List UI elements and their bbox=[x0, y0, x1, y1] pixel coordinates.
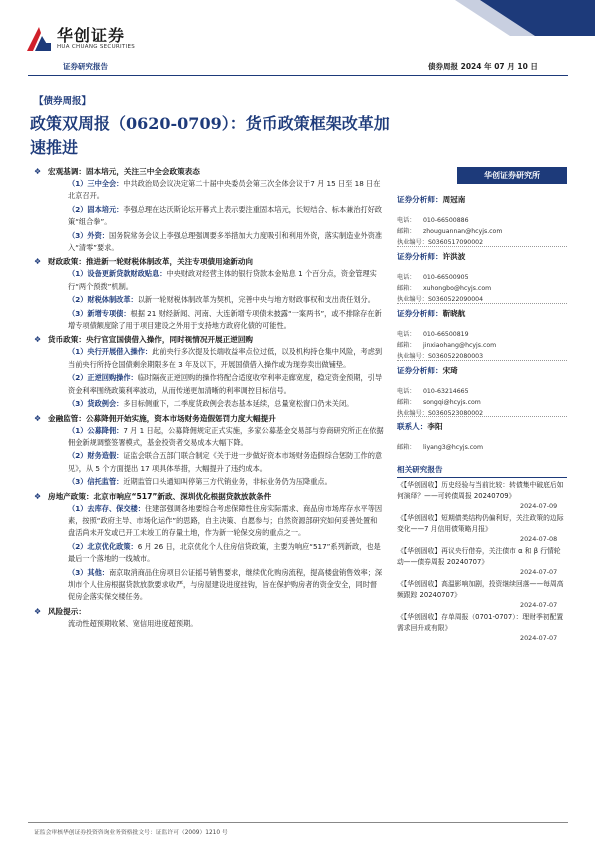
related-report-link[interactable]: 《【华创固收】短期债类结构仍偏利好，关注政策的边际变化——7 月信用债策略月报》 bbox=[397, 514, 564, 533]
list-item: （3）其他：南京取消商品住房项目公证摇号销售要求，继续优化购房流程，提高楼盘销售效率；深圳市个人住房根据贷款放款要求收严，与房屋建设进度挂钩，旨在保护购房者的资金安全，同时督促房企落实保交楼任务。 bbox=[68, 567, 383, 602]
section-heading: ❖ 宏观基调：固本培元，关注三中全会政策表态 bbox=[34, 167, 200, 176]
divider bbox=[397, 416, 567, 417]
list-item: （1）三中全会：中共政治局会议决定第二十届中央委员会第三次全体会议于7 月 15 日至 18 日在北京召开。 bbox=[68, 179, 381, 201]
section-heading: ❖ 货币政策：央行官宣国债借入操作，同时视情况开展正逆回购 bbox=[34, 335, 254, 345]
analyst-cert: S0360522080003 bbox=[427, 353, 484, 360]
list-item: （3）新增专项债：根据 21 财经新闻、河南、大连新增专项债未披露“一案两书”，或不排除存在新增专项债额度除了用于项目建设之外用于支持地方政府化债的可能性。 bbox=[68, 308, 382, 331]
related-divider bbox=[397, 477, 567, 478]
analyst-email[interactable]: zhouguannan@hcyjs.com bbox=[423, 228, 503, 235]
list-item: （2）财税体制改革：以新一轮财税体制改革为契机，完善中央与地方财政事权和支出责任划分。 bbox=[68, 295, 375, 305]
section-heading: ❖ 财政政策：推进新一轮财税体制改革，关注专项债用途新动向 bbox=[34, 257, 254, 267]
related-report-date: 2024-07-07 bbox=[520, 601, 558, 609]
contact-card: 联系人：李阳 邮箱： liyang3@hcyjs.com bbox=[397, 422, 483, 451]
analyst-name: 宋琦 bbox=[442, 366, 458, 375]
report-tag: 【债券周报】 bbox=[34, 96, 92, 107]
divider bbox=[397, 246, 567, 247]
analyst-email[interactable]: songqi@hcyjs.com bbox=[423, 399, 481, 406]
analyst-phone: 010-66500819 bbox=[423, 331, 469, 338]
analyst-card: 证券分析师：周冠南 电话： 010-66500886 邮箱： zhouguannan@hcyjs.com 执业编号：S0360517090002 bbox=[397, 195, 503, 246]
logo-text-cn: 华创证券 bbox=[57, 26, 126, 45]
diamond-bullet-icon: ❖ bbox=[34, 606, 42, 616]
related-report-link[interactable]: 《【华创固收】高温影响加剧，投资继续回落——每周高频跟踪 20240707》 bbox=[397, 580, 564, 599]
related-report-link[interactable]: 《【华创固收】历史经验与当前比较：转债集中破底后如何演绎？——可转债周报 20240709》 bbox=[397, 481, 564, 500]
list-item: （2）财务造假：证监会联合五部门联合制定《关于进一步做好资本市场财务造假综合惩防工作的意见》，从 5 个方面提出 17 项具体举措，大幅提升了违约成本。 bbox=[68, 451, 383, 473]
section-heading: ❖ 房地产政策：北京市响应“517”新政、深圳优化根据贷款放款条件 bbox=[34, 491, 272, 501]
analyst-phone: 010-66500905 bbox=[423, 274, 469, 281]
logo-text-en: HUA CHUANG SECURITIES bbox=[57, 44, 136, 50]
analyst-name: 许洪波 bbox=[442, 252, 466, 261]
analyst-phone: 010-63214665 bbox=[423, 388, 469, 395]
footer-license: 证监会审核华创证券投资咨询业务资格批文号：证监许可（2009）1210 号 bbox=[34, 830, 228, 836]
list-item: （3）信托监管：近期监管口头通知叫停第三方代销业务，非标业务仍为压降重点。 bbox=[68, 477, 332, 487]
related-report-date: 2024-07-07 bbox=[520, 634, 558, 642]
divider bbox=[397, 360, 567, 361]
diamond-bullet-icon: ❖ bbox=[34, 335, 42, 345]
section-heading: ❖ 风险提示： bbox=[34, 606, 86, 616]
section-heading: ❖ 金融监管：公募降佣开始实施，资本市场财务造假惩罚力度大幅提升 bbox=[34, 413, 276, 423]
contact-email[interactable]: liyang3@hcyjs.com bbox=[423, 444, 483, 451]
list-item: （3）货政例会：多目标侧重下，二季度货政例会表态基本延续，总量宽松窗口仍未关闭。 bbox=[68, 399, 354, 409]
analyst-cert: S0360522090004 bbox=[427, 296, 484, 303]
institute-banner: 华创证券研究所 bbox=[457, 167, 567, 184]
logo-mark-icon bbox=[25, 25, 53, 53]
list-item: （1）央行开展借入操作：此前央行多次提及长端收益率点位过低，以及机构持仓集中风险，考虑到当前央行所持仓国债剩余期限多在 3 年及以下，开展国债借入操作或为现券卖出做铺垫。 bbox=[68, 347, 383, 369]
report-type: 证券研究报告 bbox=[63, 62, 108, 71]
list-item: （3）外资：国务院常务会议上李强总理强调要多举措加大力度吸引和利用外资，落实制造业外资准入“清零”要求。 bbox=[68, 230, 383, 253]
header-divider bbox=[28, 75, 568, 76]
list-item: （1）公募降佣：7 月 1 日起，公募降佣规定正式实施，多家公募基金交易部与券商研究所正在依据佣金新规调整签署模式，基金投资者交易成本大幅下降。 bbox=[68, 425, 384, 447]
analyst-phone: 010-66500886 bbox=[423, 217, 469, 224]
main-content bbox=[34, 165, 384, 630]
list-item: （2）北京优化政策：6 月 26 日，北京优化个人住房信贷政策，主要为响应“517”系列新政，也是最后一个落地的一线城市。 bbox=[68, 541, 381, 564]
analyst-cert: S0360517090002 bbox=[427, 239, 484, 246]
analyst-email[interactable]: jinxiaohang@hcyjs.com bbox=[423, 342, 497, 349]
analyst-name: 周冠南 bbox=[442, 195, 466, 204]
contact-name: 李阳 bbox=[427, 422, 443, 431]
analyst-card: 证券分析师：许洪波 电话： 010-66500905 邮箱： xuhongbo@hcyjs.com 执业编号：S0360522090004 bbox=[397, 252, 492, 303]
analyst-card: 证券分析师：靳晓航 电话： 010-66500819 邮箱： jinxiaohang@hcyjs.com 执业编号：S0360522080003 bbox=[397, 309, 497, 360]
header-date: 债券周报 2024 年 07 月 10 日 bbox=[428, 62, 538, 71]
related-report-link[interactable]: 《【华创固收】存单周报（0701-0707）：理财季初配置需求回升或有限》 bbox=[397, 613, 564, 632]
divider bbox=[397, 303, 567, 304]
list-item: （1）去库存、保交楼：住建部强调各地要综合考虑保障性住房实际需求、商品房市场库存水平等因素，按照“政府主导、市场化运作”的思路，自主决策、自愿参与；自然资源部研究如何妥善处置和盘活尚未开发或已开工未竣工的存量土地，作为新一轮保交房的重点之一。 bbox=[68, 503, 383, 538]
header-decoration bbox=[435, 0, 595, 36]
related-report-date: 2024-07-09 bbox=[520, 502, 558, 510]
analyst-card: 证券分析师：宋琦 电话： 010-63214665 邮箱： songqi@hcyjs.com 执业编号：S0360523080002 bbox=[397, 366, 484, 417]
page-title: 政策双周报（0620-0709）：货币政策框架改革加速推进 bbox=[30, 114, 390, 157]
related-report-date: 2024-07-07 bbox=[520, 568, 558, 576]
footer-divider bbox=[28, 822, 568, 823]
diamond-bullet-icon: ❖ bbox=[34, 413, 42, 423]
analyst-email[interactable]: xuhongbo@hcyjs.com bbox=[423, 285, 492, 292]
list-item: （1）设备更新贷款财政贴息：中央财政对经营主体的银行贷款本金贴息 1 个百分点，资金管理实行“两个预拨”机制。 bbox=[68, 269, 377, 291]
risk-warning-text: 流动性超预期收紧、宽信用进度超预期。 bbox=[68, 618, 198, 628]
related-report-link[interactable]: 《【华创固收】再议央行借券，关注债市 α 和 β 行情轮动——债券周报 20240707》 bbox=[397, 547, 561, 566]
diamond-bullet-icon: ❖ bbox=[34, 491, 42, 501]
list-item: （2）固本培元：李强总理在达沃斯论坛开幕式上表示要注重固本培元，长短结合、标本兼治打好政策“组合拳”。 bbox=[68, 204, 383, 227]
diamond-bullet-icon: ❖ bbox=[34, 257, 42, 267]
analyst-name: 靳晓航 bbox=[442, 309, 466, 318]
related-report-date: 2024-07-08 bbox=[520, 535, 558, 543]
company-logo bbox=[25, 23, 150, 57]
diamond-bullet-icon: ❖ bbox=[34, 167, 42, 176]
list-item: （2）正逆回购操作：临时隔夜正逆回购的操作将配合适度收窄利率走廊宽度，稳定资金预期，引导资金利率围绕政策利率波动，从而传递更加清晰的利率调控目标信号。 bbox=[68, 373, 383, 395]
analyst-cert: S0360523080002 bbox=[427, 410, 484, 417]
related-reports-title: 相关研究报告 bbox=[397, 465, 443, 474]
